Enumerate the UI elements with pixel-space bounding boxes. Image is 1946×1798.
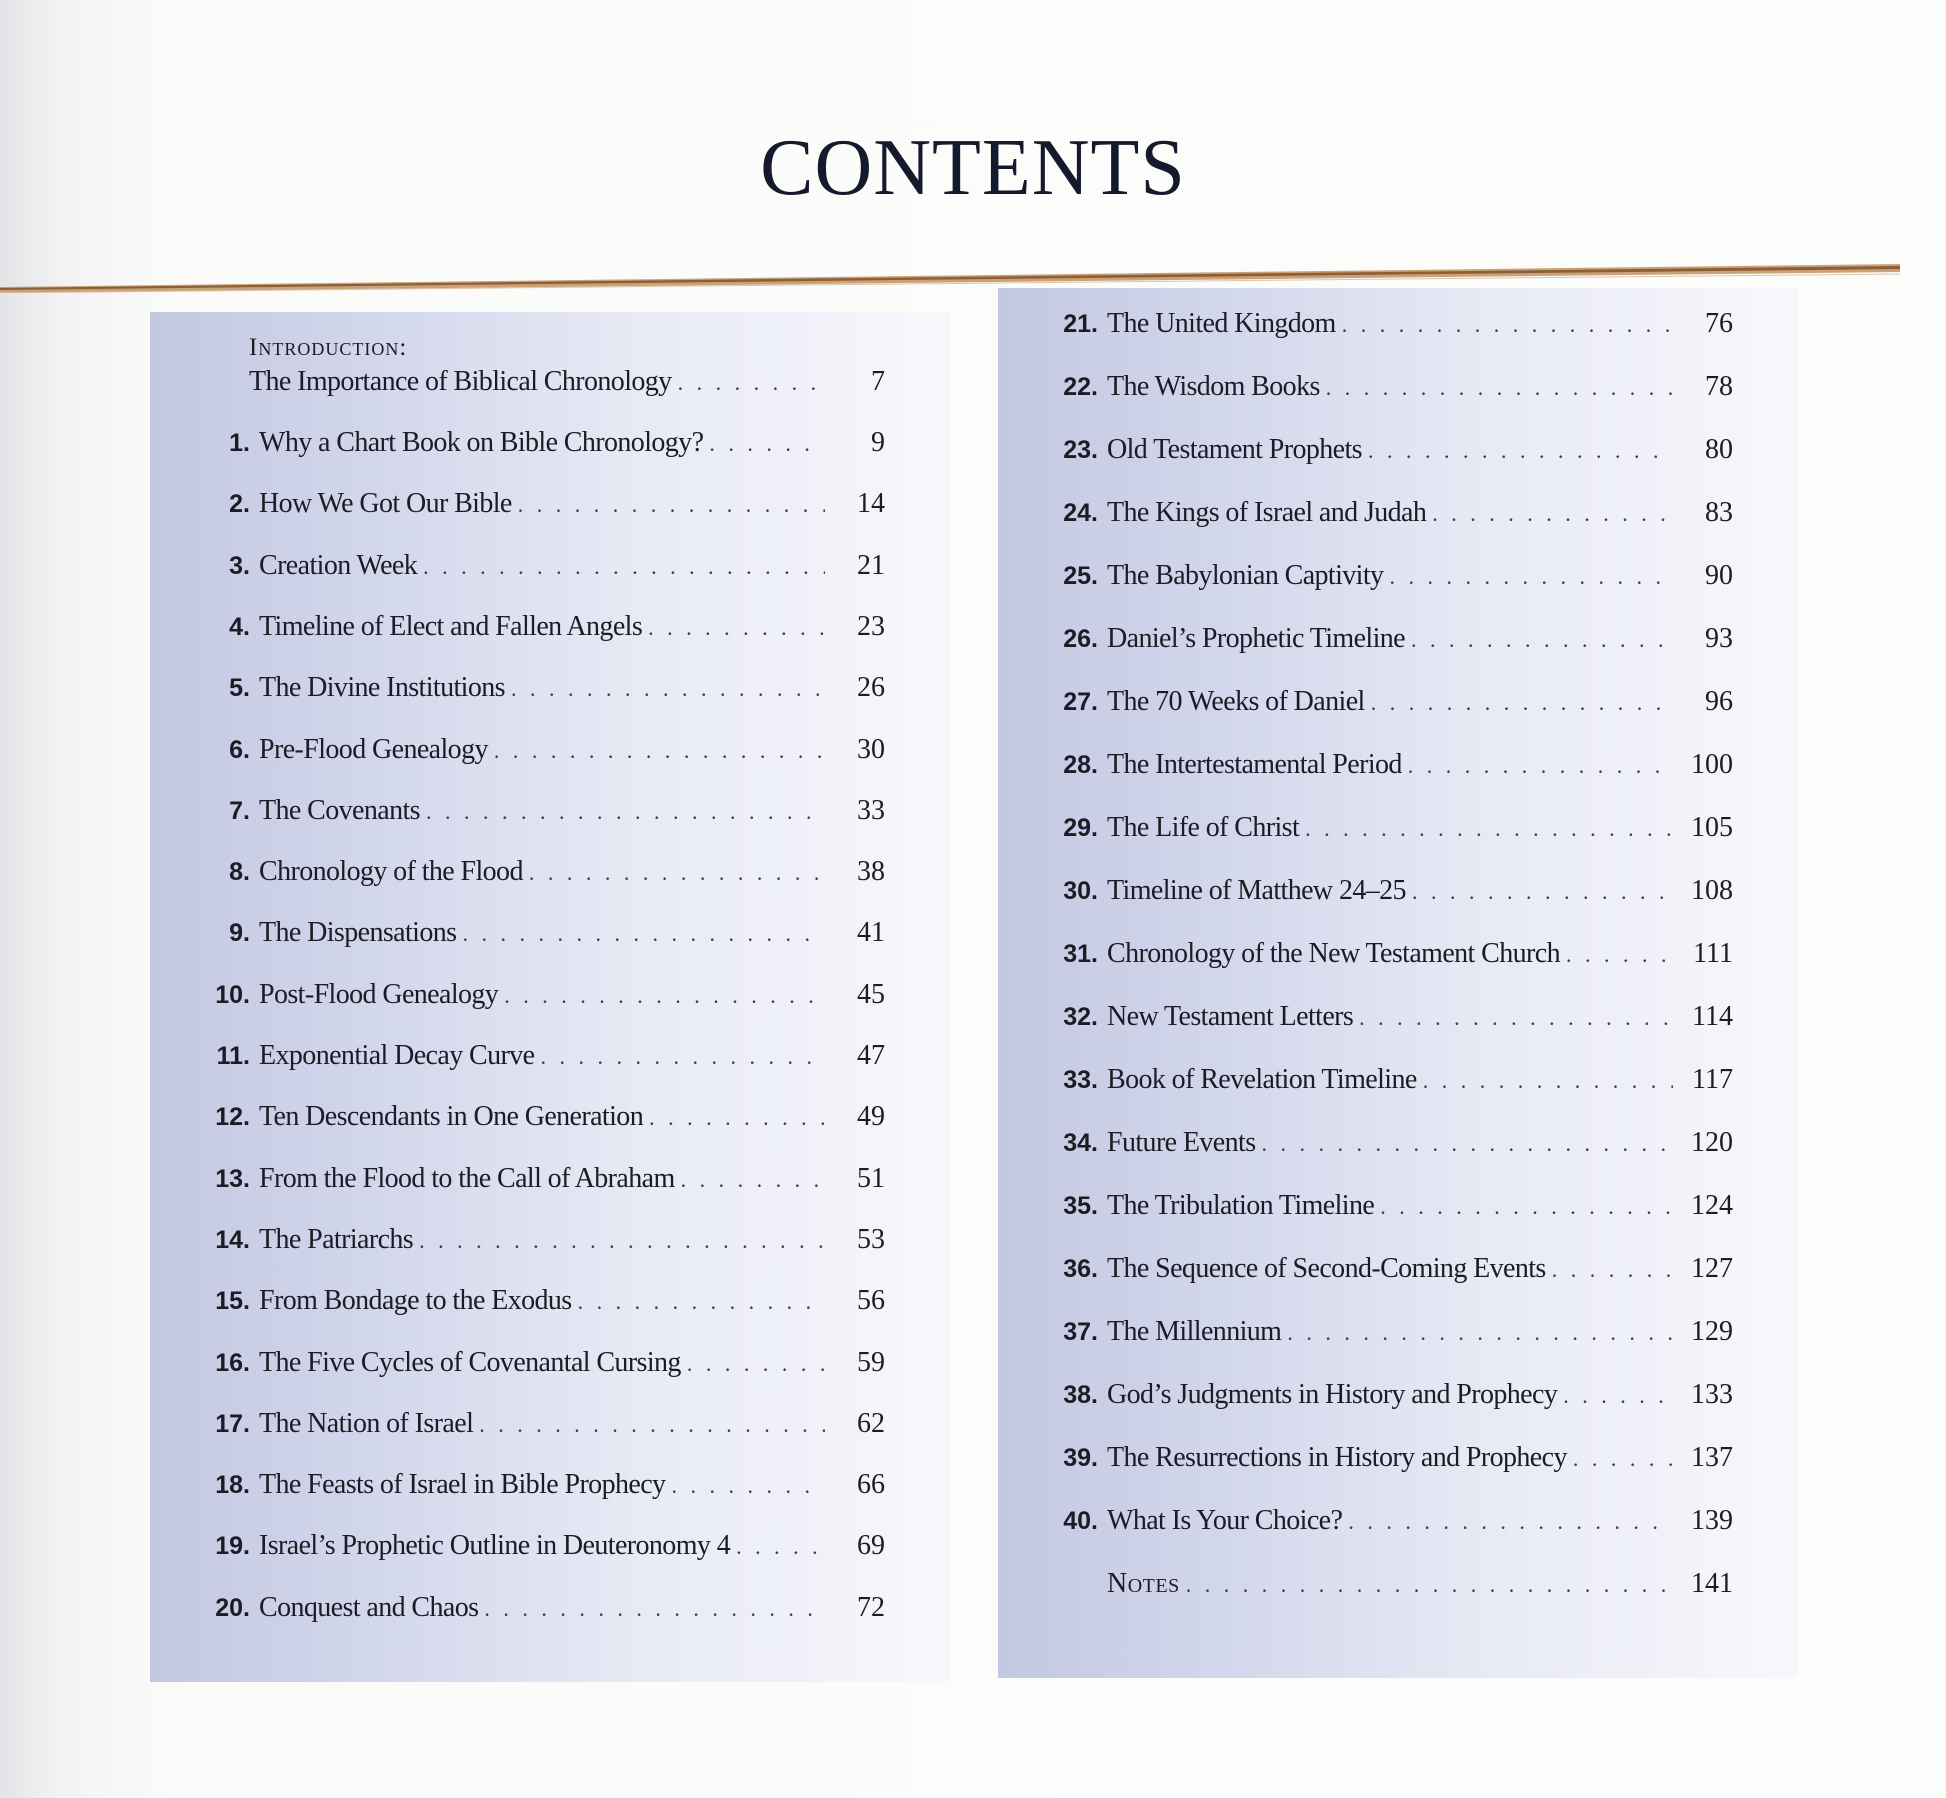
- entry-number: 4.: [229, 612, 250, 641]
- entry-number: 28.: [1063, 751, 1098, 779]
- entry-number: 2.: [229, 490, 250, 519]
- entry-title: Future Events: [1107, 1127, 1256, 1158]
- entry-number: 13.: [215, 1164, 250, 1193]
- entry-page: 78: [1705, 371, 1733, 402]
- entry-title: The Sequence of Second-Coming Events: [1107, 1253, 1546, 1284]
- entry-number: 40.: [1063, 1507, 1098, 1535]
- entry-title: The Life of Christ: [1107, 812, 1300, 843]
- toc-entry[interactable]: [205, 550, 885, 590]
- entry-title: Old Testament Prophets: [1107, 434, 1362, 465]
- entry-page: 47: [857, 1040, 885, 1071]
- entry-page: 83: [1705, 497, 1733, 528]
- page-title: CONTENTS: [760, 124, 1186, 212]
- toc-entry[interactable]: [1053, 560, 1733, 600]
- entry-page: 100: [1691, 749, 1733, 780]
- entry-title: The United Kingdom: [1107, 308, 1336, 339]
- leader-dots: [649, 1105, 825, 1131]
- entry-page: 141: [1691, 1568, 1733, 1599]
- entry-page: 23: [857, 610, 885, 642]
- toc-entry[interactable]: [1053, 1064, 1733, 1104]
- entry-number: 22.: [1063, 373, 1098, 401]
- entry-number: 5.: [229, 674, 250, 703]
- entry-page: 133: [1691, 1379, 1733, 1410]
- entry-number: 39.: [1063, 1444, 1098, 1472]
- toc-entry-notes[interactable]: [1053, 1568, 1733, 1608]
- leader-dots: [1411, 627, 1673, 653]
- entry-title: Chronology of the Flood: [259, 856, 523, 888]
- toc-entry[interactable]: [205, 856, 885, 896]
- entry-number: 38.: [1063, 1381, 1098, 1409]
- leader-dots: [1423, 1068, 1673, 1094]
- entry-number: 17.: [215, 1409, 250, 1438]
- toc-entry[interactable]: [205, 917, 885, 957]
- entry-title: Post-Flood Genealogy: [259, 978, 499, 1010]
- entry-number: 30.: [1063, 877, 1098, 905]
- leader-dots: [678, 370, 825, 396]
- entry-title: Daniel’s Prophetic Timeline: [1107, 623, 1406, 654]
- entry-number: 18.: [215, 1471, 250, 1500]
- introduction-heading: Introduction:: [249, 334, 408, 361]
- entry-number: 6.: [229, 735, 250, 764]
- entry-page: 114: [1692, 1001, 1733, 1032]
- entry-number: 15.: [215, 1287, 250, 1316]
- leader-dots: [1305, 816, 1673, 842]
- toc-entry[interactable]: [1053, 686, 1733, 726]
- leader-dots: [1371, 690, 1673, 716]
- leader-dots: [1359, 1005, 1673, 1031]
- contents-column-left: [150, 312, 950, 1682]
- entry-page: 41: [857, 917, 885, 949]
- entry-page: 93: [1705, 623, 1733, 654]
- entry-number: 21.: [1063, 310, 1098, 338]
- entry-number: 1.: [229, 429, 250, 457]
- toc-entry[interactable]: [1053, 1442, 1733, 1482]
- entry-title: God’s Judgments in History and Prophecy: [1107, 1379, 1558, 1410]
- leader-dots: [504, 983, 825, 1009]
- leader-dots: [518, 492, 825, 518]
- entry-page: 38: [857, 856, 885, 888]
- entry-page: 49: [857, 1101, 885, 1133]
- leader-dots: [1389, 564, 1673, 590]
- entry-number: 29.: [1063, 814, 1098, 842]
- entry-title: Conquest and Chaos: [259, 1591, 479, 1623]
- toc-entry[interactable]: [205, 1408, 885, 1448]
- entry-title: The Dispensations: [259, 917, 457, 949]
- toc-entry[interactable]: [1053, 1190, 1733, 1230]
- entry-title: Chronology of the New Testament Church: [1107, 938, 1560, 969]
- entry-title: The Tribulation Timeline: [1107, 1190, 1375, 1221]
- entry-page: 66: [857, 1469, 885, 1501]
- entry-number: 16.: [215, 1348, 250, 1377]
- toc-entry[interactable]: [1053, 749, 1733, 789]
- leader-dots: [494, 738, 825, 764]
- entry-title: The Kings of Israel and Judah: [1107, 497, 1427, 528]
- entry-title: The Babylonian Captivity: [1107, 560, 1384, 591]
- toc-entry[interactable]: [205, 1224, 885, 1264]
- leader-dots: [1563, 1383, 1673, 1409]
- toc-entry[interactable]: [205, 1592, 885, 1632]
- entry-page: 21: [857, 549, 885, 581]
- leader-dots: [1432, 501, 1673, 527]
- entry-title: The Nation of Israel: [259, 1407, 474, 1439]
- entry-title: Timeline of Elect and Fallen Angels: [259, 610, 643, 642]
- leader-dots: [419, 1228, 825, 1254]
- toc-entry[interactable]: [205, 1530, 885, 1570]
- entry-title: Exponential Decay Curve: [259, 1040, 535, 1071]
- entry-title: Ten Descendants in One Generation: [259, 1101, 644, 1133]
- entry-number: 35.: [1063, 1192, 1098, 1220]
- entry-page: 76: [1705, 308, 1733, 339]
- leader-dots: [671, 1473, 825, 1499]
- entry-number: 19.: [215, 1532, 250, 1561]
- entry-page: 30: [857, 733, 885, 765]
- entry-title: How We Got Our Bible: [259, 488, 512, 520]
- leader-dots: [1342, 312, 1673, 338]
- entry-title: The Resurrections in History and Prophecy: [1107, 1442, 1567, 1473]
- toc-entry[interactable]: [1053, 308, 1733, 348]
- entry-number: 9.: [229, 919, 250, 948]
- leader-dots: [1566, 942, 1673, 968]
- entry-page: 127: [1691, 1253, 1733, 1284]
- leader-dots: [1368, 438, 1673, 464]
- toc-entry[interactable]: [1053, 1001, 1733, 1041]
- leader-dots: [681, 1167, 825, 1193]
- entry-page: 51: [857, 1162, 885, 1194]
- leader-dots: [1408, 753, 1673, 779]
- entry-title: From Bondage to the Exodus: [259, 1285, 572, 1317]
- entry-page: 59: [857, 1346, 885, 1378]
- entry-number: 37.: [1063, 1318, 1098, 1346]
- toc-entry-introduction[interactable]: [249, 366, 885, 406]
- entry-page: 26: [857, 672, 885, 704]
- entry-number: 10.: [215, 980, 250, 1009]
- leader-dots: [423, 554, 825, 580]
- toc-entry[interactable]: [1053, 938, 1733, 978]
- leader-dots: [1552, 1257, 1673, 1283]
- entry-number: 27.: [1063, 688, 1098, 716]
- entry-number: 33.: [1063, 1066, 1098, 1094]
- entry-number: 23.: [1063, 436, 1098, 464]
- entry-page: 117: [1692, 1064, 1733, 1095]
- leader-dots: [648, 615, 825, 641]
- leader-dots: [426, 799, 825, 825]
- toc-entry[interactable]: [205, 1347, 885, 1387]
- leader-dots: [462, 921, 825, 947]
- entry-page: 14: [857, 488, 885, 520]
- entry-title: New Testament Letters: [1107, 1001, 1354, 1032]
- entry-number: 8.: [229, 858, 250, 887]
- toc-entry[interactable]: [205, 1101, 885, 1141]
- leader-dots: [484, 1596, 825, 1622]
- entry-page: 62: [857, 1407, 885, 1439]
- entry-number: 34.: [1063, 1129, 1098, 1157]
- entry-page: 139: [1691, 1505, 1733, 1536]
- leader-dots: [529, 860, 825, 886]
- entry-title: The Feasts of Israel in Bible Prophecy: [259, 1469, 666, 1501]
- toc-entry[interactable]: [1053, 1127, 1733, 1167]
- entry-page: 108: [1691, 875, 1733, 906]
- entry-page: 105: [1691, 812, 1733, 843]
- leader-dots: [1412, 879, 1673, 905]
- leader-dots: [736, 1534, 825, 1560]
- leader-dots: [578, 1289, 825, 1315]
- toc-entry[interactable]: [205, 611, 885, 651]
- toc-entry[interactable]: [1053, 1316, 1733, 1356]
- entry-title: The Divine Institutions: [259, 672, 505, 704]
- entry-page: 56: [857, 1285, 885, 1317]
- entry-title: The Importance of Biblical Chronology: [249, 366, 672, 397]
- entry-title: The Five Cycles of Covenantal Cursing: [259, 1346, 681, 1378]
- toc-entry[interactable]: [1053, 1379, 1733, 1419]
- entry-number: 12.: [215, 1103, 250, 1132]
- leader-dots: [709, 431, 825, 457]
- toc-entry[interactable]: [1053, 497, 1733, 537]
- leader-dots: [540, 1044, 825, 1070]
- toc-entry[interactable]: [205, 488, 885, 528]
- entry-title: The Millennium: [1107, 1316, 1282, 1347]
- entry-title: Pre-Flood Genealogy: [259, 733, 488, 765]
- entry-number: 20.: [215, 1593, 250, 1622]
- entry-page: 124: [1691, 1190, 1733, 1221]
- entry-page: 33: [857, 794, 885, 826]
- toc-entry[interactable]: [205, 427, 885, 467]
- entry-number: 26.: [1063, 625, 1098, 653]
- entry-number: 25.: [1063, 562, 1098, 590]
- toc-entry[interactable]: [205, 1163, 885, 1203]
- leader-dots: [1326, 375, 1673, 401]
- entry-page: 45: [857, 978, 885, 1010]
- toc-entry[interactable]: [205, 1040, 885, 1080]
- toc-entry[interactable]: [1053, 812, 1733, 852]
- entry-page: 137: [1691, 1442, 1733, 1473]
- entry-number: 14.: [215, 1225, 250, 1254]
- entry-page: 80: [1705, 434, 1733, 465]
- entry-page: 120: [1691, 1127, 1733, 1158]
- entry-number: 32.: [1063, 1003, 1098, 1031]
- entry-title: What Is Your Choice?: [1107, 1505, 1343, 1536]
- entry-number: 11.: [216, 1042, 250, 1070]
- entry-title: Creation Week: [259, 549, 418, 581]
- toc-entry[interactable]: [1053, 434, 1733, 474]
- leader-dots: [1186, 1572, 1673, 1598]
- toc-entry[interactable]: [205, 1469, 885, 1509]
- entry-title: The Intertestamental Period: [1107, 749, 1402, 780]
- entry-title: The Patriarchs: [259, 1223, 414, 1255]
- toc-entry[interactable]: [1053, 1253, 1733, 1293]
- entry-page: 111: [1693, 938, 1733, 969]
- leader-dots: [1262, 1131, 1673, 1157]
- toc-entry[interactable]: [1053, 623, 1733, 663]
- entry-title: The Covenants: [259, 794, 420, 826]
- toc-entry[interactable]: [205, 979, 885, 1019]
- entry-number: 24.: [1063, 499, 1098, 527]
- entry-page: 129: [1691, 1316, 1733, 1347]
- leader-dots: [511, 676, 825, 702]
- entry-title: Notes: [1107, 1568, 1180, 1599]
- entry-title: Timeline of Matthew 24–25: [1107, 875, 1406, 906]
- toc-entry[interactable]: [1053, 1505, 1733, 1545]
- leader-dots: [1348, 1509, 1673, 1535]
- entry-page: 72: [857, 1591, 885, 1623]
- toc-entry[interactable]: [1053, 371, 1733, 411]
- entry-number: 36.: [1063, 1255, 1098, 1283]
- contents-column-right: [998, 288, 1798, 1678]
- entry-page: 7: [871, 366, 885, 397]
- toc-entry[interactable]: [1053, 875, 1733, 915]
- entry-title: Why a Chart Book on Bible Chronology?: [259, 427, 704, 458]
- toc-entry[interactable]: [205, 672, 885, 712]
- toc-entry[interactable]: [205, 795, 885, 835]
- entry-title: The 70 Weeks of Daniel: [1107, 686, 1365, 717]
- entry-page: 96: [1705, 686, 1733, 717]
- entry-title: The Wisdom Books: [1107, 371, 1320, 402]
- entry-number: 31.: [1063, 940, 1098, 968]
- entry-page: 69: [857, 1530, 885, 1562]
- leader-dots: [1287, 1320, 1673, 1346]
- entry-page: 9: [871, 427, 885, 458]
- entry-page: 90: [1705, 560, 1733, 591]
- entry-number: 7.: [229, 796, 250, 825]
- leader-dots: [687, 1351, 825, 1377]
- toc-entry[interactable]: [205, 734, 885, 774]
- entry-title: Book of Revelation Timeline: [1107, 1064, 1417, 1095]
- entry-page: 53: [857, 1223, 885, 1255]
- toc-entry[interactable]: [205, 1285, 885, 1325]
- leader-dots: [1380, 1194, 1673, 1220]
- leader-dots: [479, 1412, 825, 1438]
- leader-dots: [1573, 1446, 1673, 1472]
- entry-number: 3.: [229, 551, 250, 580]
- entry-title: Israel’s Prophetic Outline in Deuteronomy 4: [259, 1530, 731, 1562]
- entry-title: From the Flood to the Call of Abraham: [259, 1162, 675, 1194]
